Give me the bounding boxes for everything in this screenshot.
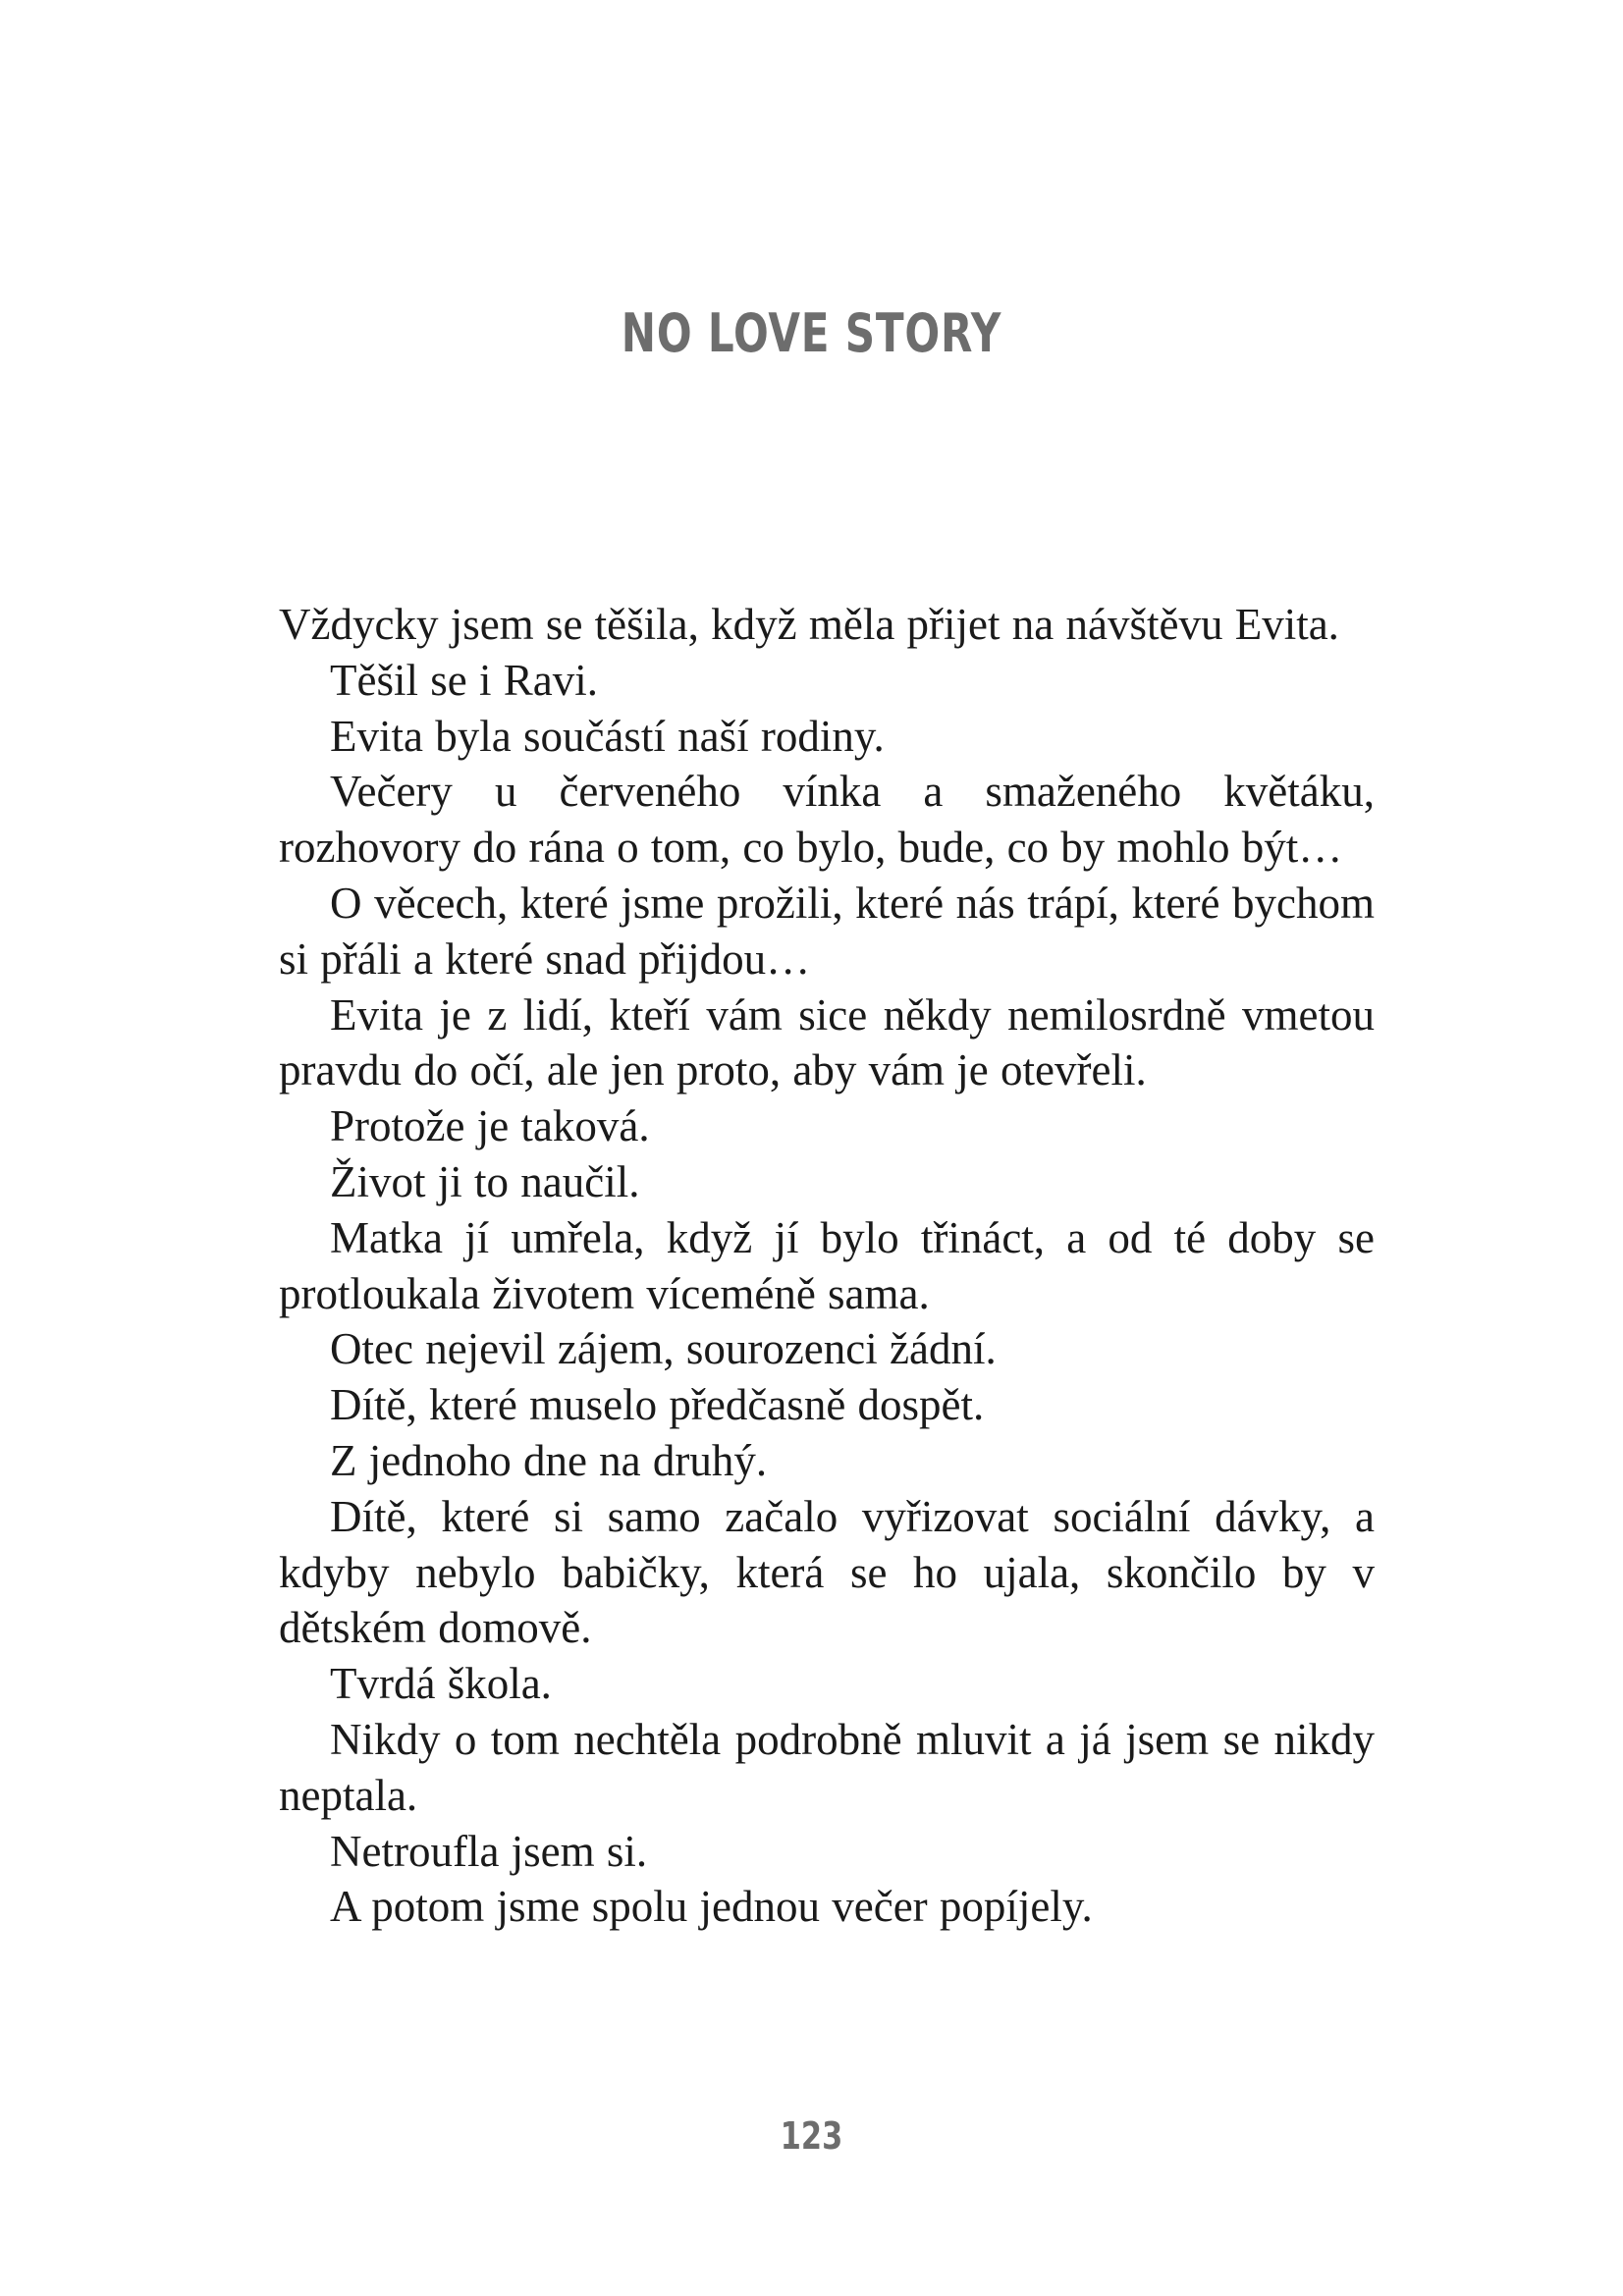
chapter-title: NO LOVE STORY [621,302,1002,364]
paragraph: O věcech, které jsme prožili, které nás trápí, které bychom si přáli a které snad přijdou… [279,878,1375,984]
paragraph: Evita je z lidí, kteří vám sice někdy nemilosrdně vmetou pravdu do očí, ale jen proto, aby vám je otevřeli. [279,989,1375,1095]
paragraph: Z jednoho dne na druhý. [330,1435,768,1485]
page-number: 123 [780,2114,843,2158]
paragraph: Život ji to naučil. [330,1156,640,1206]
paragraph: Evita byla součástí naší rodiny. [330,711,885,761]
paragraph: A potom jsme spolu jednou večer popíjely. [330,1882,1093,1932]
paragraph: Otec nejevil zájem, sourozenci žádní. [330,1324,997,1374]
paragraph: Tvrdá škola. [330,1659,552,1709]
paragraph: Protože je taková. [330,1101,650,1151]
body-text [279,597,1375,1935]
paragraph: Matka jí umřela, když jí bylo třináct, a od té doby se protloukala životem víceméně sama. [279,1212,1375,1318]
paragraph: Dítě, které muselo předčasně dospět. [330,1380,985,1430]
paragraph: Vždycky jsem se těšila, když měla přijet na návštěvu Evita. [279,600,1339,649]
paragraph: Nikdy o tom nechtěla podrobně mluvit a já jsem se nikdy neptala. [279,1714,1375,1820]
paragraph: Netroufla jsem si. [330,1826,648,1876]
paragraph: Večery u červeného vínka a smaženého květáku, rozhovory do rána o tom, co bylo, bude, co by mohlo být… [279,767,1375,873]
paragraph: Dítě, které si samo začalo vyřizovat sociální dávky, a kdyby nebylo babičky, která se ho ujala, skončilo by v dětském domově. [279,1491,1375,1653]
paragraph: Těšil se i Ravi. [330,655,598,705]
